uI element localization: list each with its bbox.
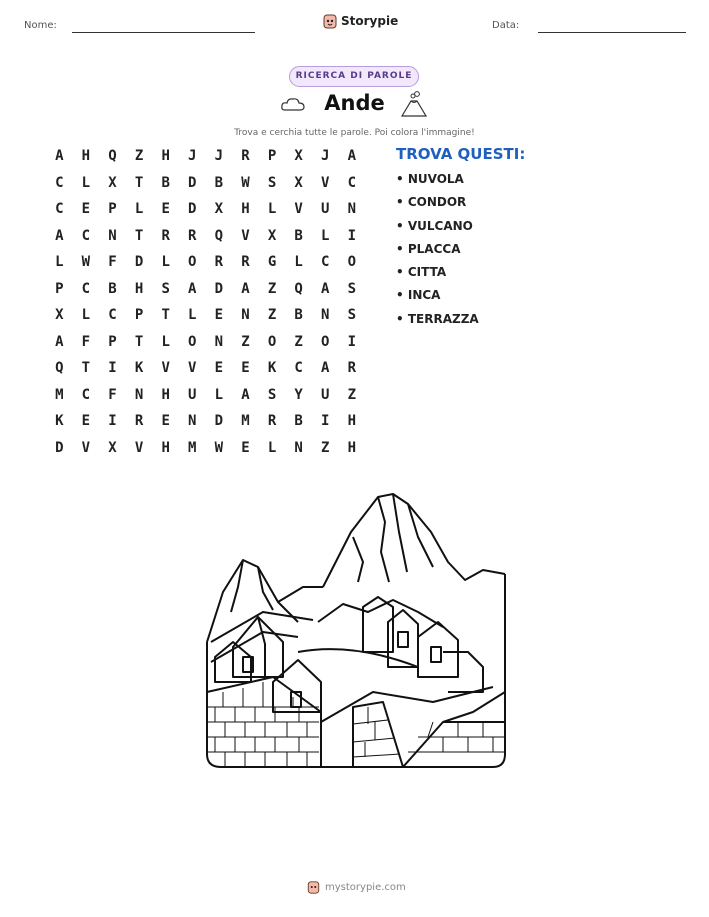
grid-cell[interactable]: X: [267, 227, 277, 244]
grid-cell[interactable]: V: [188, 360, 197, 376]
grid-cell[interactable]: A: [55, 333, 64, 350]
grid-cell[interactable]: F: [108, 254, 117, 270]
grid-cell[interactable]: N: [108, 227, 117, 244]
grid-cell[interactable]: C: [108, 307, 117, 323]
grid-cell[interactable]: V: [321, 174, 330, 191]
grid-row: [46, 201, 365, 228]
grid-cell[interactable]: Z: [267, 307, 277, 323]
date-label: Data:: [492, 20, 520, 31]
grid-cell[interactable]: C: [294, 360, 303, 376]
grid-cell[interactable]: H: [134, 280, 144, 297]
instructions: Trova e cerchia tutte le parole. Poi colora l'immagine!: [234, 128, 475, 138]
grid-cell[interactable]: O: [321, 333, 330, 350]
grid-cell[interactable]: N: [321, 307, 330, 323]
footer-url[interactable]: mystorypie.com: [325, 881, 406, 893]
grid-cell[interactable]: B: [294, 413, 303, 429]
grid-row: [46, 175, 365, 202]
grid-cell[interactable]: L: [55, 254, 64, 270]
grid-cell[interactable]: A: [55, 148, 64, 164]
grid-cell[interactable]: H: [347, 439, 357, 456]
word-list-item: • VULCANO: [396, 218, 473, 233]
grid-cell[interactable]: S: [267, 174, 277, 191]
grid-cell[interactable]: R: [241, 254, 250, 270]
grid-cell[interactable]: Y: [294, 386, 303, 403]
grid-cell[interactable]: O: [188, 333, 197, 350]
grid-cell[interactable]: L: [321, 227, 330, 244]
brand-logo: [323, 13, 398, 29]
grid-cell[interactable]: W: [241, 174, 250, 191]
grid-cell[interactable]: S: [347, 280, 357, 297]
grid-cell[interactable]: C: [81, 386, 91, 403]
grid-cell[interactable]: C: [321, 254, 330, 270]
grid-cell[interactable]: T: [161, 307, 170, 323]
grid-cell[interactable]: B: [214, 174, 224, 191]
word-list-item: • CITTA: [396, 265, 447, 280]
grid-cell[interactable]: Q: [294, 280, 303, 297]
grid-cell[interactable]: Z: [321, 439, 330, 456]
footer: [307, 880, 406, 894]
grid-cell[interactable]: N: [347, 201, 357, 217]
grid-cell[interactable]: H: [161, 386, 170, 403]
name-label: Nome:: [24, 20, 57, 31]
grid-cell[interactable]: O: [188, 254, 197, 270]
grid-cell[interactable]: Z: [347, 386, 357, 403]
grid-cell[interactable]: F: [81, 333, 91, 350]
grid-cell[interactable]: U: [321, 386, 330, 403]
grid-cell[interactable]: H: [347, 413, 357, 429]
grid-cell[interactable]: R: [267, 413, 277, 429]
grid-cell[interactable]: S: [161, 280, 170, 297]
grid-cell[interactable]: B: [161, 174, 170, 191]
grid-cell[interactable]: W: [81, 254, 91, 270]
grid-row: [46, 281, 365, 308]
grid-cell[interactable]: R: [347, 360, 357, 376]
grid-cell[interactable]: R: [161, 227, 170, 244]
grid-cell[interactable]: E: [161, 413, 170, 429]
grid-cell[interactable]: J: [188, 148, 197, 164]
grid-cell[interactable]: R: [188, 227, 197, 244]
grid-cell[interactable]: H: [81, 148, 91, 164]
grid-cell[interactable]: T: [134, 174, 144, 191]
grid-cell[interactable]: A: [347, 148, 357, 164]
grid-cell[interactable]: A: [188, 280, 197, 297]
grid-cell[interactable]: O: [347, 254, 357, 270]
grid-cell[interactable]: P: [108, 201, 117, 217]
word-list-item: • NUVOLA: [396, 172, 464, 186]
grid-cell[interactable]: T: [81, 360, 91, 376]
grid-cell[interactable]: M: [241, 413, 250, 429]
grid-cell[interactable]: K: [134, 360, 144, 376]
grid-cell[interactable]: P: [55, 280, 64, 297]
grid-cell[interactable]: J: [321, 148, 330, 164]
mascot-icon: [323, 13, 337, 29]
grid-cell[interactable]: A: [321, 280, 330, 297]
grid-cell[interactable]: C: [81, 227, 91, 244]
grid-cell[interactable]: S: [347, 307, 357, 323]
grid-cell[interactable]: X: [108, 174, 117, 191]
grid-cell[interactable]: R: [241, 148, 250, 164]
grid-row: [46, 228, 365, 255]
word-search-grid: [46, 148, 365, 466]
grid-cell[interactable]: Q: [55, 360, 64, 376]
grid-cell[interactable]: E: [241, 439, 250, 456]
grid-cell[interactable]: P: [134, 307, 144, 323]
grid-cell[interactable]: Z: [267, 280, 277, 297]
grid-row: [46, 148, 365, 175]
date-field-line[interactable]: [538, 32, 686, 33]
grid-cell[interactable]: X: [55, 307, 64, 323]
grid-cell[interactable]: E: [81, 201, 91, 217]
grid-cell[interactable]: Z: [134, 148, 144, 164]
grid-cell[interactable]: V: [241, 227, 250, 244]
grid-row: [46, 360, 365, 387]
grid-cell[interactable]: I: [108, 360, 117, 376]
grid-cell[interactable]: X: [294, 148, 303, 164]
grid-cell[interactable]: R: [134, 413, 144, 429]
grid-cell[interactable]: V: [161, 360, 170, 376]
grid-cell[interactable]: A: [55, 227, 64, 244]
grid-cell[interactable]: N: [294, 439, 303, 456]
grid-cell[interactable]: Q: [108, 148, 117, 164]
name-field-line[interactable]: [72, 32, 255, 33]
grid-cell[interactable]: V: [294, 201, 303, 217]
grid-row: [46, 307, 365, 334]
grid-cell[interactable]: L: [267, 201, 277, 217]
grid-cell[interactable]: H: [161, 439, 170, 456]
grid-row: [46, 440, 365, 467]
machu-picchu-illustration: [203, 492, 509, 770]
grid-cell[interactable]: Q: [214, 227, 224, 244]
grid-cell[interactable]: M: [55, 386, 64, 403]
grid-cell[interactable]: G: [267, 254, 277, 270]
grid-cell[interactable]: Z: [294, 333, 303, 350]
grid-row: [46, 254, 365, 281]
volcano-icon: [400, 90, 428, 118]
grid-cell[interactable]: E: [161, 201, 170, 217]
grid-cell[interactable]: M: [188, 439, 197, 456]
grid-cell[interactable]: H: [161, 148, 170, 164]
grid-cell[interactable]: D: [188, 201, 197, 217]
grid-cell[interactable]: T: [134, 227, 144, 244]
grid-cell[interactable]: A: [241, 280, 250, 297]
grid-cell[interactable]: U: [321, 201, 330, 217]
grid-cell[interactable]: W: [214, 439, 224, 456]
grid-cell[interactable]: N: [214, 333, 224, 350]
word-list-item: • INCA: [396, 288, 441, 303]
grid-cell[interactable]: P: [108, 333, 117, 350]
grid-cell[interactable]: N: [241, 307, 250, 323]
grid-cell[interactable]: D: [188, 174, 197, 191]
grid-cell[interactable]: L: [161, 254, 170, 270]
grid-cell[interactable]: L: [188, 307, 197, 323]
grid-cell[interactable]: C: [55, 201, 64, 217]
grid-cell[interactable]: D: [214, 280, 224, 297]
grid-cell[interactable]: Z: [241, 333, 250, 350]
grid-cell[interactable]: L: [81, 174, 91, 191]
grid-cell[interactable]: C: [347, 174, 357, 191]
grid-cell[interactable]: D: [55, 439, 64, 456]
grid-cell[interactable]: C: [55, 174, 64, 191]
grid-cell[interactable]: K: [55, 413, 64, 429]
grid-cell[interactable]: J: [214, 148, 224, 164]
grid-cell[interactable]: R: [214, 254, 224, 270]
grid-cell[interactable]: X: [294, 174, 303, 191]
grid-cell[interactable]: E: [214, 360, 224, 376]
grid-cell[interactable]: E: [241, 360, 250, 376]
grid-cell[interactable]: A: [241, 386, 250, 403]
grid-cell[interactable]: L: [134, 201, 144, 217]
brand-name: Storypie: [341, 14, 399, 28]
grid-cell[interactable]: U: [188, 386, 197, 403]
grid-cell[interactable]: I: [108, 413, 117, 429]
grid-cell[interactable]: T: [134, 333, 144, 350]
grid-cell[interactable]: K: [267, 360, 277, 376]
word-list-item: • PLACCA: [396, 241, 461, 256]
grid-cell[interactable]: O: [267, 333, 277, 350]
grid-cell[interactable]: B: [294, 307, 303, 323]
grid-cell[interactable]: I: [347, 227, 357, 244]
grid-cell[interactable]: L: [161, 333, 170, 350]
page-title: Ande: [324, 91, 385, 115]
grid-row: [46, 413, 365, 440]
word-list: [396, 172, 479, 335]
grid-cell[interactable]: D: [214, 413, 224, 429]
grid-cell[interactable]: L: [294, 254, 303, 270]
grid-row: [46, 387, 365, 414]
grid-cell[interactable]: S: [267, 386, 277, 403]
grid-row: [46, 334, 365, 361]
grid-cell[interactable]: N: [134, 386, 144, 403]
grid-cell[interactable]: L: [214, 386, 224, 403]
grid-cell[interactable]: P: [267, 148, 277, 164]
activity-badge: RICERCA DI PAROLE: [289, 66, 419, 87]
grid-cell[interactable]: D: [134, 254, 144, 270]
grid-cell[interactable]: F: [108, 386, 117, 403]
word-list-item: • CONDOR: [396, 195, 467, 210]
grid-cell[interactable]: E: [81, 413, 91, 429]
grid-cell[interactable]: N: [188, 413, 197, 429]
grid-cell[interactable]: A: [321, 360, 330, 376]
grid-cell[interactable]: E: [214, 307, 224, 323]
grid-cell[interactable]: X: [108, 439, 117, 456]
grid-cell[interactable]: B: [294, 227, 303, 244]
grid-cell[interactable]: X: [214, 201, 224, 217]
word-list-title: TROVA QUESTI:: [396, 145, 526, 163]
footer-mascot-icon: [307, 880, 320, 894]
grid-cell[interactable]: C: [81, 280, 91, 297]
grid-cell[interactable]: V: [81, 439, 91, 456]
grid-cell[interactable]: L: [81, 307, 91, 323]
grid-cell[interactable]: L: [267, 439, 277, 456]
grid-cell[interactable]: I: [321, 413, 330, 429]
word-list-item: • TERRAZZA: [396, 311, 479, 326]
grid-cell[interactable]: H: [241, 201, 250, 217]
grid-cell[interactable]: I: [347, 333, 357, 350]
grid-cell[interactable]: V: [134, 439, 144, 456]
grid-cell[interactable]: B: [108, 280, 117, 297]
